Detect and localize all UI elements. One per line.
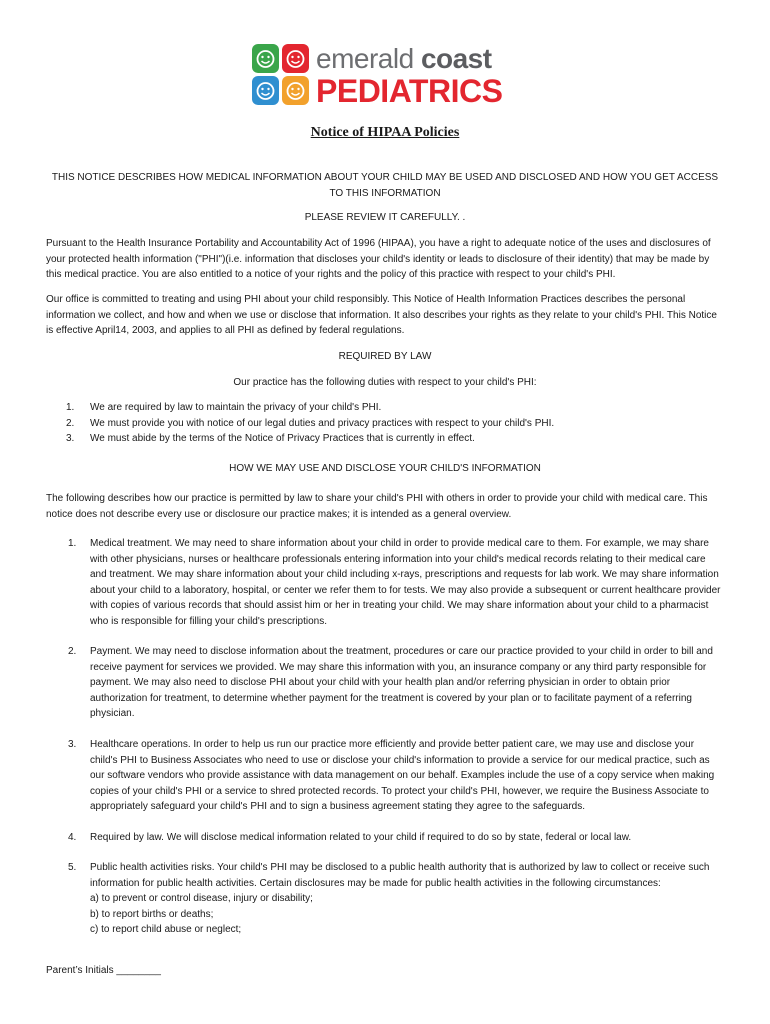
please-review-text: PLEASE REVIEW IT CAREFULLY. . xyxy=(304,212,466,223)
list-item xyxy=(46,830,724,846)
list-number: 4. xyxy=(68,832,77,843)
sub-item: c) to report child abuse or neglect; xyxy=(90,924,242,935)
blue-face-tile xyxy=(252,76,279,105)
list-number: 2. xyxy=(66,417,75,429)
list-number: 3. xyxy=(66,433,75,444)
list-number: 5. xyxy=(68,862,77,873)
logo-wordmark-top xyxy=(316,44,492,74)
list-item xyxy=(46,644,724,722)
list-item xyxy=(46,737,724,815)
list-item xyxy=(46,860,724,938)
red-face-tile xyxy=(282,44,309,73)
logo-word-emerald: emerald xyxy=(316,43,421,74)
required-by-law-heading: REQUIRED BY LAW xyxy=(338,351,432,362)
list-text: We must abide by the terms of the Notice of Privacy Practices that is currently in effect. xyxy=(90,433,475,444)
intro-paragraph-1: Pursuant to the Health Insurance Portability and Accountability Act of 1996 (HIPAA), you have a right to adequate notice of the uses and disclosures of your protected health information ("PHI")(i.e. information that discloses your child's identity or leads to disclosure of their identity) that may be made by this medical practice. You are also entitled to a notice of your rights and the policy of this practice with respect to your child's PHI. xyxy=(46,238,711,280)
list-text: We are required by law to maintain the privacy of your child's PHI. xyxy=(90,402,382,413)
duties-intro: Our practice has the following duties with respect to your child's PHI: xyxy=(233,377,537,388)
green-face-tile xyxy=(252,44,279,73)
list-text: Medical treatment. We may need to share information about your child in order to provide medical care to them. For example, we may share with other physicians, nurses or healthcare professionals entering information into your child's medical records relating to their medical care and treatment. We may share information about your child including x-rays, prescriptions and requests for lab work. We may share information about your child to a laboratory, hospital, or center we refer them to for tests. We may also provide a subsequent or current healthcare provider with copies of various records that should assist him or her in treating your child. We may share information about your child to a pharmacist who is responsible for filling your child's prescriptions. xyxy=(90,538,721,627)
logo-wordmark-bottom: PEDIATRICS xyxy=(316,73,503,109)
logo-face-tiles xyxy=(252,44,310,106)
list-number: 1. xyxy=(68,538,77,549)
orange-face-tile xyxy=(282,76,309,105)
notice-heading: THIS NOTICE DESCRIBES HOW MEDICAL INFORMATION ABOUT YOUR CHILD MAY BE USED AND DISCLOSED AND HOW YOU GET ACCESS TO THIS INFORMATION xyxy=(51,172,719,199)
list-text xyxy=(90,860,724,938)
list-number: 3. xyxy=(68,739,77,750)
list-number: 2. xyxy=(68,646,77,657)
list-item xyxy=(46,416,724,432)
list-text: We must provide you with notice of our legal duties and privacy practices with respect to your child's PHI. xyxy=(90,417,555,429)
duties-list xyxy=(46,400,724,447)
logo-word-coast: coast xyxy=(420,43,492,74)
use-disclose-heading: HOW WE MAY USE AND DISCLOSE YOUR CHILD'S INFORMATION xyxy=(229,463,541,474)
parents-initials-line: Parent’s Initials ________ xyxy=(46,965,161,976)
list-text-main: Public health activities risks. Your child's PHI may be disclosed to a public health authority that is authorized by law to collect or receive such information for public health activities. Certain disclosures may be made for public health activities in the following circumstances: xyxy=(90,862,710,889)
intro-paragraph-2: Our office is committed to treating and using PHI about your child responsibly. This Notice of Health Information Practices describes the personal information we collect, and how and when we use or disclose that information. It also describes your rights as they relate to your child's PHI. This Notice is effective April14, 2003, and applies to all PHI as defined by federal regulations. xyxy=(46,294,717,336)
list-item xyxy=(46,400,724,416)
list-text: Payment. We may need to disclose information about the treatment, procedures or care our practice provided to your child in order to bill and receive payment for services we provided. We may share this information with you, an insurance company or any third party responsible for payment. We may also need to disclose PHI about your child with your health plan and/or referring physician in order to obtain prior authorization for treatment, to determine whether payment for the treatment is covered by your plan or to facilitate payment of a referring physician. xyxy=(90,646,713,719)
list-number: 1. xyxy=(66,402,75,413)
sub-item: a) to prevent or control disease, injury or disability; xyxy=(90,893,313,904)
use-intro-paragraph: The following describes how our practice is permitted by law to share your child's PHI with others in order to provide your child with medical care. This notice does not describe every use or disclosure our practice makes; it is intended as a general overview. xyxy=(46,493,708,520)
list-item xyxy=(46,431,724,447)
list-item xyxy=(46,536,724,629)
list-text: Healthcare operations. In order to help us run our practice more efficiently and provide better patient care, we may use and disclose your child's PHI to Business Associates who need to use or disclose your child's information to provide a service for our medical practice, such as our software vendors who provide assistance with data management on our behalf. Examples include the use of a copy service when making copies of your child's PHI or a service to shred protected records. To protect your child's PHI, however, we require the Business Associate to appropriately safeguard your child's PHI and to sign a business agreement stating they agree to the safeguards. xyxy=(90,739,715,812)
list-text: Required by law. We will disclose medical information related to your child if required to do so by state, federal or local law. xyxy=(90,832,632,843)
document-title: Notice of HIPAA Policies xyxy=(310,125,460,140)
sub-item: b) to report births or deaths; xyxy=(90,908,214,920)
emerald-coast-pediatrics-logo xyxy=(252,44,522,116)
